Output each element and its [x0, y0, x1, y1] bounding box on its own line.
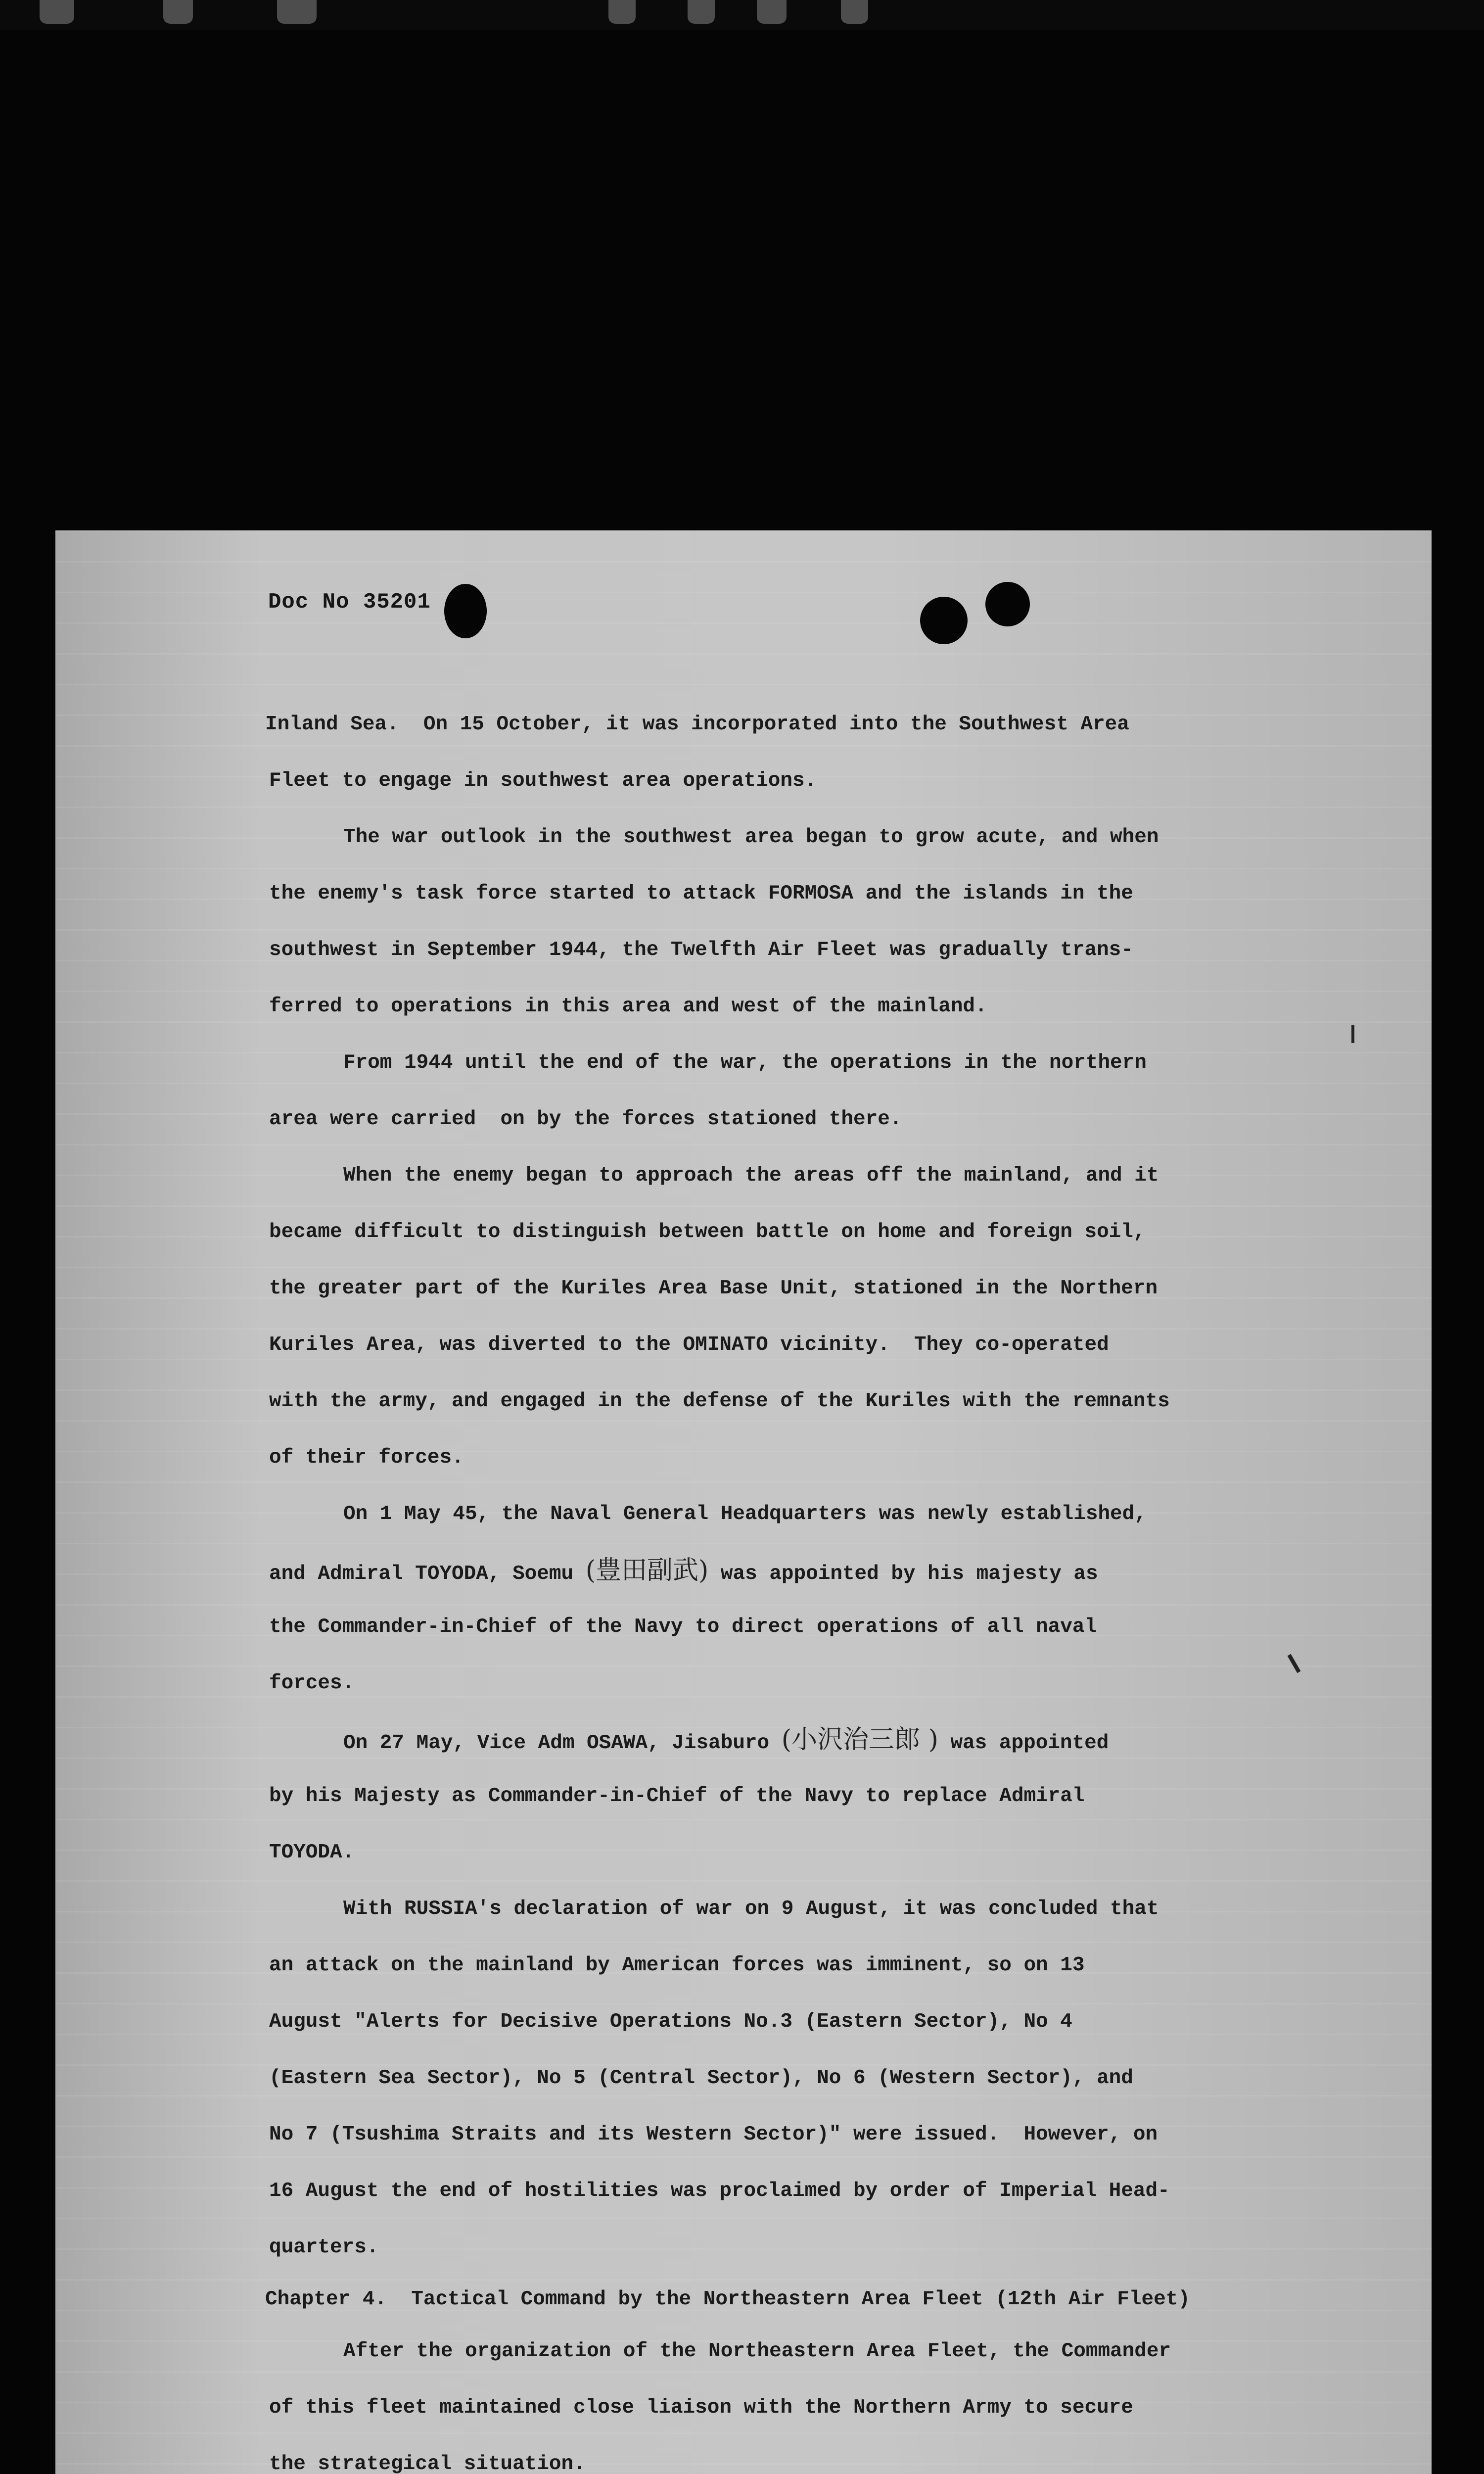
film-sprocket — [688, 0, 715, 24]
text-segment: was appointed by his majesty as — [720, 1563, 1098, 1585]
text-line: (Eastern Sea Sector), No 5 (Central Sector), No 6 (Western Sector), and — [269, 2067, 1133, 2090]
text-line: From 1944 until the end of the war, the operations in the northern — [343, 1051, 1147, 1074]
document-reference: Doc No 35201 — [268, 590, 431, 615]
text-line: No 7 (Tsushima Straits and its Western Sector)" were issued. However, on — [269, 2123, 1158, 2146]
text-line: the greater part of the Kuriles Area Base Unit, stationed in the Northern — [269, 1277, 1158, 1300]
text-line: August "Alerts for Decisive Operations No.3 (Eastern Sector), No 4 — [269, 2010, 1072, 2033]
text-line: The war outlook in the southwest area began to grow acute, and when — [343, 826, 1159, 849]
text-line — [269, 1542, 1387, 1599]
film-sprocket — [40, 0, 74, 24]
text-line: the strategical situation. — [269, 2453, 586, 2474]
text-line: TOYODA. — [269, 1841, 355, 1864]
text-line: southwest in September 1944, the Twelfth Air Fleet was gradually trans- — [269, 939, 1133, 961]
film-sprocket — [163, 0, 193, 24]
punch-hole — [920, 597, 968, 644]
document-page — [55, 530, 1432, 2474]
text-line: 16 August the end of hostilities was proclaimed by order of Imperial Head- — [269, 2180, 1170, 2202]
film-sprocket — [608, 0, 636, 24]
text-line: Kuriles Area, was diverted to the OMINATO vicinity. They co-operated — [269, 1333, 1109, 1356]
text-line: became difficult to distinguish between battle on home and foreign soil, — [269, 1221, 1146, 1243]
text-line: an attack on the mainland by American forces was imminent, so on 13 — [269, 1954, 1085, 1977]
text-line: Inland Sea. On 15 October, it was incorporated into the Southwest Area — [265, 713, 1129, 736]
text-line: quarters. — [269, 2236, 379, 2259]
text-line: Fleet to engage in southwest area operations. — [269, 769, 817, 792]
document-body — [265, 696, 1387, 2474]
text-segment: On 27 May, Vice Adm OSAWA, Jisaburo — [343, 1732, 770, 1755]
text-line: When the enemy began to approach the areas off the mainland, and it — [343, 1164, 1159, 1187]
text-line: of this fleet maintained close liaison with the Northern Army to secure — [269, 2396, 1133, 2419]
text-line: the Commander-in-Chief of the Navy to direct operations of all naval — [269, 1616, 1097, 1638]
text-line: ferred to operations in this area and west of the mainland. — [269, 995, 987, 1018]
text-line — [269, 1712, 1387, 1768]
text-line: of their forces. — [269, 1446, 464, 1469]
film-sprocket — [841, 0, 868, 24]
text-line: forces. — [269, 1672, 355, 1695]
text-line: by his Majesty as Commander-in-Chief of the Navy to replace Admiral — [269, 1785, 1085, 1808]
film-sprocket — [277, 0, 317, 24]
text-line: area were carried on by the forces stationed there. — [269, 1108, 902, 1131]
pen-mark — [1351, 1025, 1354, 1043]
text-line: the enemy's task force started to attack FORMOSA and the islands in the — [269, 882, 1133, 905]
film-strip-top — [0, 0, 1484, 30]
chapter-heading: Chapter 4. Tactical Command by the Northeastern Area Fleet (12th Air Fleet) — [265, 2288, 1190, 2311]
text-line: After the organization of the Northeastern Area Fleet, the Commander — [343, 2340, 1171, 2363]
text-segment: was appointed — [950, 1732, 1109, 1755]
handwritten-kanji-osawa: (小沢治三郎 ) — [781, 1725, 938, 1755]
text-line: with the army, and engaged in the defense of the Kuriles with the remnants — [269, 1390, 1170, 1413]
text-segment: and Admiral TOYODA, Soemu — [269, 1563, 574, 1585]
handwritten-kanji-toyoda: (豊田副武) — [585, 1556, 709, 1585]
punch-hole — [985, 582, 1030, 626]
text-line: On 1 May 45, the Naval General Headquarters was newly established, — [343, 1503, 1147, 1525]
punch-hole — [444, 584, 487, 638]
film-sprocket — [757, 0, 787, 24]
text-line: With RUSSIA's declaration of war on 9 August, it was concluded that — [343, 1898, 1159, 1920]
